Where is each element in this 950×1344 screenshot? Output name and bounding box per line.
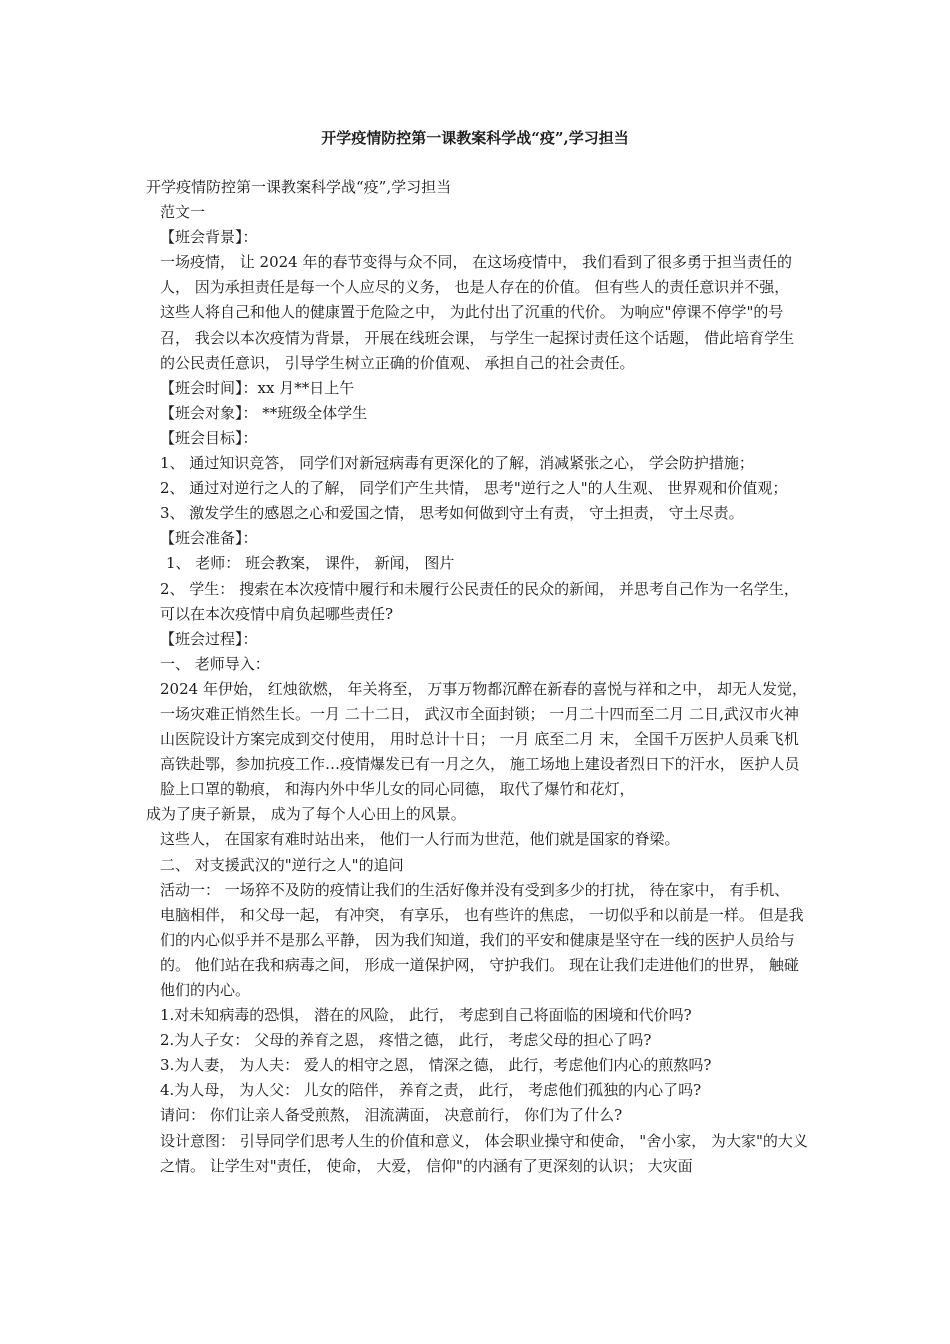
part1-text: 2024 年伊始， 红烛欲燃， 年关将至， 万事万物都沉醉在新春的喜悦与祥和之中， 却无人发觉， 一场灾难正悄然生长。一月 二十二日， 武汉市全面封锁； 一月二十四而至二月 二日,武汉市火神山医院设计方案完成到交付使用， 用时总计十日； 一月 底至二月 末， 全国千万医护人员乘飞机高铁赴鄂，参加抗疫工作…疫情爆发已有一月之久， 施工场地上建设者烈日下的汗水， 医护人员脸上口罩的勒痕， 和海内外中华儿女的同心同德， 取代了爆竹和花灯， [160, 679, 808, 799]
document-title: 开学疫情防控第一课教案科学战“疫”,学习担当 [321, 129, 629, 147]
sample-label: 范文一 [160, 203, 206, 222]
part2-title: 二、 对支援武汉的"逆行之人"的追问 [160, 855, 404, 874]
background-heading: 【班会背景】： [160, 228, 258, 247]
subtitle: 开学疫情防控第一课教案科学战“疫”,学习担当 [146, 178, 452, 196]
goal-item: 3、 激发学生的感恩之心和爱国之情， 思考如何做到守土有责， 守土担责， 守土尽责。 [160, 504, 744, 523]
activity-text: 活动一： 一场猝不及防的疫情让我们的生活好像并没有受到多少的打扰， 待在家中， 有手机、 电脑相伴， 和父母一起， 有冲突， 有享乐， 也有些许的焦虑， 一切似乎和以前是一样。 但是我们的内心似乎并不是那么平静， 因为我们知道，我们的平安和健康是坚守在一线的医护人员给与的。 他们站在我和病毒之间， 形成一道保护网， 守护我们。 现在让我们走进他们的世界， 触碰他们的内心。 [160, 880, 804, 999]
part1-text-continued: 成为了庚子新景， 成为了每个人心田上的风景。 [146, 805, 466, 824]
ask-text: 请问： 你们让亲人备受煎熬， 泪流满面， 决意前行， 你们为了什么? [160, 1106, 623, 1125]
goal-item: 1、 通过知识竞答， 同学们对新冠病毒有更深化的了解，消减紧张之心， 学会防护措施； [160, 454, 754, 473]
prep-heading: 【班会准备】： [160, 529, 258, 548]
part1-summary: 这些人， 在国家有难时站出来， 他们一人行而为世范，他们就是国家的脊梁。 [160, 830, 680, 849]
question-item: 1.对未知病毒的恐惧， 潜在的风险， 此行， 考虑到自己将面临的困境和代价吗? [160, 1006, 692, 1025]
process-heading: 【班会过程】： [160, 629, 258, 648]
document-body [146, 175, 808, 1179]
question-item: 2.为人子女： 父母的养育之恩， 疼惜之德， 此行， 考虑父母的担心了吗? [160, 1031, 652, 1050]
goals-heading: 【班会目标】： [160, 428, 258, 447]
goal-item: 2、 通过对逆行之人的了解， 同学们产生共情， 思考"逆行之人"的人生观、 世界观和价值观； [160, 479, 788, 498]
question-item: 3.为人妻， 为人夫： 爱人的相守之恩， 情深之德， 此行，考虑他们内心的煎熬吗? [160, 1056, 712, 1075]
background-text: 一场疫情， 让 2024 年的春节变得与众不同， 在这场疫情中， 我们看到了很多勇于担当责任的人， 因为承担责任是每一个人应尽的义务， 也是人存在的价值。 但有些人的责任意识并不强， 这些人将自己和他人的健康置于危险之中， 为此付出了沉重的代价。 为响应"停课不停学"的号召， 我会以本次疫情为背景， 开展在线班会课， 与学生一起探讨责任这个话题， 借此培育学生的公民责任意识， 引导学生树立正确的价值观、 承担自己的社会责任。 [160, 253, 795, 372]
question-item: 4.为人母， 为人父： 儿女的陪伴， 养育之责， 此行， 考虑他们孤独的内心了吗? [160, 1081, 702, 1100]
part1-title: 一、 老师导入： [160, 654, 270, 673]
design-intent: 设计意图： 引导同学们思考人生的价值和意义， 体会职业操守和使命， "舍小家， 为大家"的大义之情。 让学生对"责任， 使命， 大爱， 信仰"的内涵有了更深刻的认识； 大灾面 [160, 1131, 808, 1175]
meeting-target: 【班会对象】： **班级全体学生 [160, 403, 368, 422]
meeting-time: 【班会时间】：xx 月**日上午 [160, 378, 355, 397]
prep-item: 1、 老师： 班会教案， 课件， 新闻， 图片 [166, 554, 455, 573]
prep-item: 2、 学生： 搜索在本次疫情中履行和未履行公民责任的民众的新闻， 并思考自己作为一名学生， 可以在本次疫情中肩负起哪些责任? [160, 579, 799, 623]
